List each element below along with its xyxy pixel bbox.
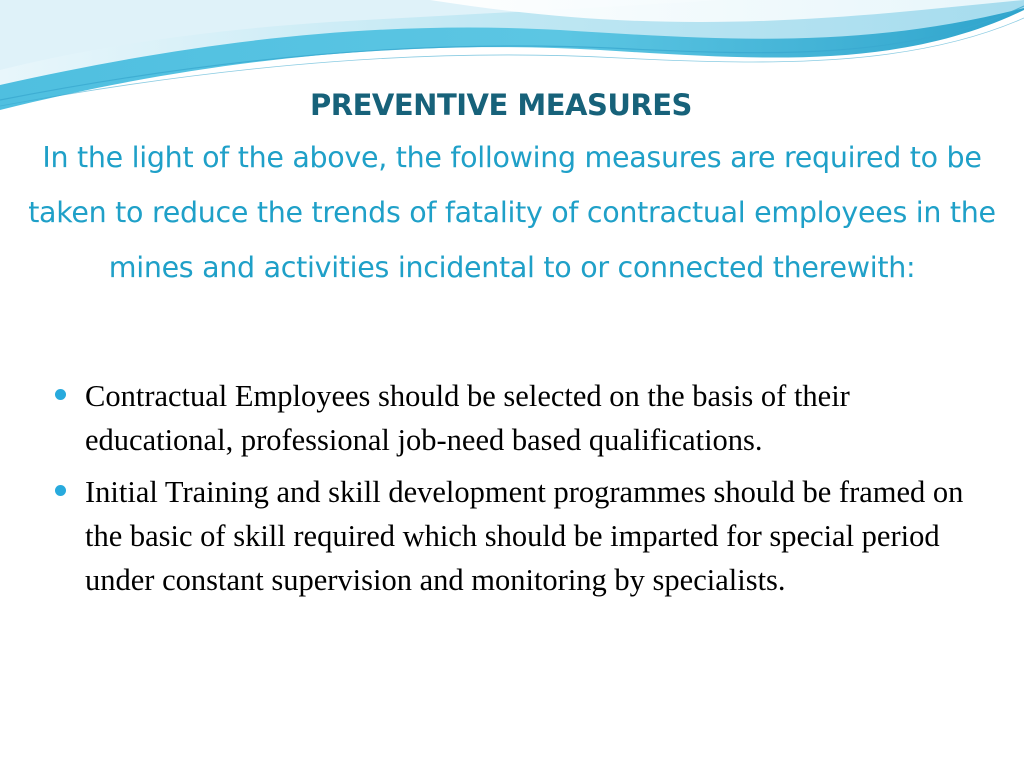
bullet-dot-icon — [55, 485, 66, 496]
bullet-list — [52, 374, 972, 610]
title-block — [0, 80, 1024, 295]
bullet-dot-icon — [55, 389, 66, 400]
bullet-text: Initial Training and skill development programmes should be framed on the basic of skill required which should be imparted for special period under constant supervision and monitoring by specialists. — [85, 475, 964, 597]
bullet-text: Contractual Employees should be selected on the basis of their educational, professional job-need based qualifications. — [85, 379, 850, 457]
bullet-item — [52, 470, 972, 602]
slide-subtitle: In the light of the above, the following measures are required to be taken to reduce the trends of fatality of contractual employees in the mines and activities incidental to or connected therewith: — [28, 141, 996, 284]
slide-title: PREVENTIVE MEASURES — [310, 88, 692, 122]
bullet-item — [52, 374, 972, 462]
